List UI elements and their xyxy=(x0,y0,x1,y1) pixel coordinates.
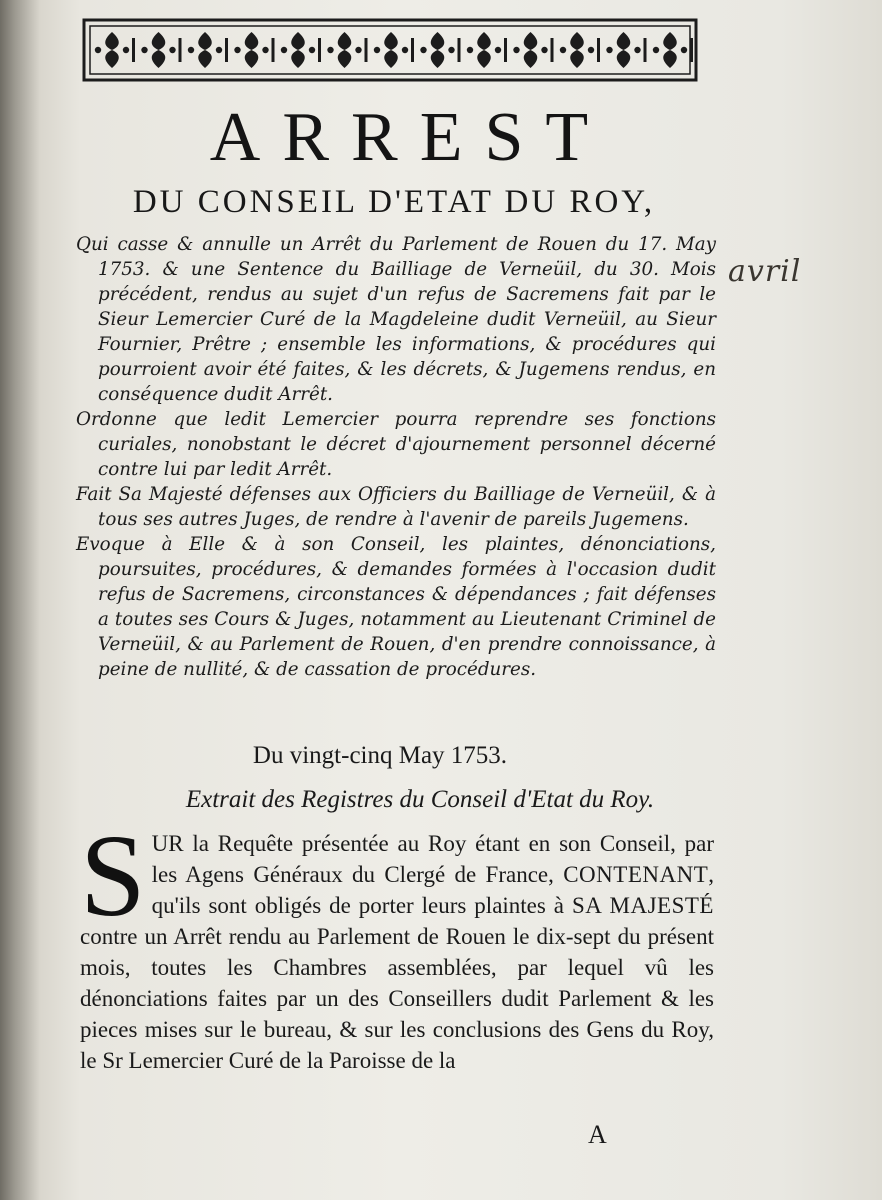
ornament-motif xyxy=(420,32,460,68)
ornamental-border-band xyxy=(82,16,698,84)
ornament-motif xyxy=(560,32,600,68)
summary-paragraph: Qui casse & annulle un Arrêt du Parlement de Rouen du 17. May 1753. & une Sentence du Bailliage de Verneüil, du 30. Mois précédent, rendus au sujet d'un refus de Sacremens fait par le Sieur Lemercier Curé de la Magdeleine dudit Verneüil, au Sieur Fournier, Prêtre ; ensemble les informations, & procédures qui pourroient avoir été faites, & les décrets, & Jugemens rendus, en conséquence dudit Arrêt. xyxy=(76,234,716,405)
body-text-part2: , qu'ils sont obligés de porter leurs plaintes à xyxy=(151,862,714,918)
summary-paragraph: Evoque à Elle & à son Conseil, les plaintes, dénonciations, poursuites, procédures, & demandes formées à l'occasion dudit refus de Sacremens, circonstances & dépendances ; fait défenses a toutes ses Cours & Juges, notamment au Lieutenant Criminel de Verneüil, & au Parlement de Rouen, d'en prendre connoissance, à peine de nullité, & de cassation de procédures. xyxy=(76,534,716,680)
ornament-motif xyxy=(327,32,367,68)
summary-block xyxy=(76,232,716,682)
ornament-motif xyxy=(188,32,228,68)
summary-paragraph: Ordonne que ledit Lemercier pourra reprendre ses fonctions curiales, nonobstant le décret d'ajournement personnel décerné contre lui par ledit Arrêt. xyxy=(76,409,716,480)
ornament-motif xyxy=(606,32,646,68)
drop-cap-letter: S xyxy=(80,810,146,941)
ornament-motif xyxy=(95,32,135,68)
ornament-motif xyxy=(234,32,274,68)
document-title: ARREST xyxy=(209,99,611,176)
document-subtitle: DU CONSEIL D'ETAT DU ROY, xyxy=(132,184,656,220)
ornament-motif xyxy=(141,32,181,68)
ornament-motif xyxy=(281,32,321,68)
summary-paragraph: Fait Sa Majesté défenses aux Officiers du Bailliage de Verneüil, & à tous ses autres Juges, de rendre à l'avenir de pareils Jugemens. xyxy=(76,484,716,530)
body-text-part3: contre un Arrêt rendu au Parlement de Rouen le dix-sept du présent mois, toutes les Chambres assemblées, par lequel vû les dénonciations faites par un des Conseillers dudit Parlement & les pieces mises sur le bureau, & sur les conclusions des Gens du Roy, le Sr Lemercier Curé de la Paroisse de la xyxy=(80,924,714,1073)
ornament-motif xyxy=(374,32,414,68)
ornament-motif xyxy=(653,32,693,68)
date-line: Du vingt-cinq May 1753. xyxy=(252,742,508,769)
ornament-motif xyxy=(467,32,507,68)
signature-mark: A xyxy=(588,1120,607,1149)
body-text-part1: UR la Requête présentée au Roy étant en son Conseil, par les Agens Généraux du Clergé de France, xyxy=(151,831,714,887)
extrait-heading: Extrait des Registres du Conseil d'Etat du Roy. xyxy=(185,786,655,813)
ornament-motif xyxy=(513,32,553,68)
body-text-contenant: CONTENANT xyxy=(563,862,709,887)
handwritten-marginal-note: avril xyxy=(728,254,802,289)
body-text-majeste: SA MAJESTÉ xyxy=(571,893,714,918)
body-paragraph xyxy=(80,810,714,1076)
